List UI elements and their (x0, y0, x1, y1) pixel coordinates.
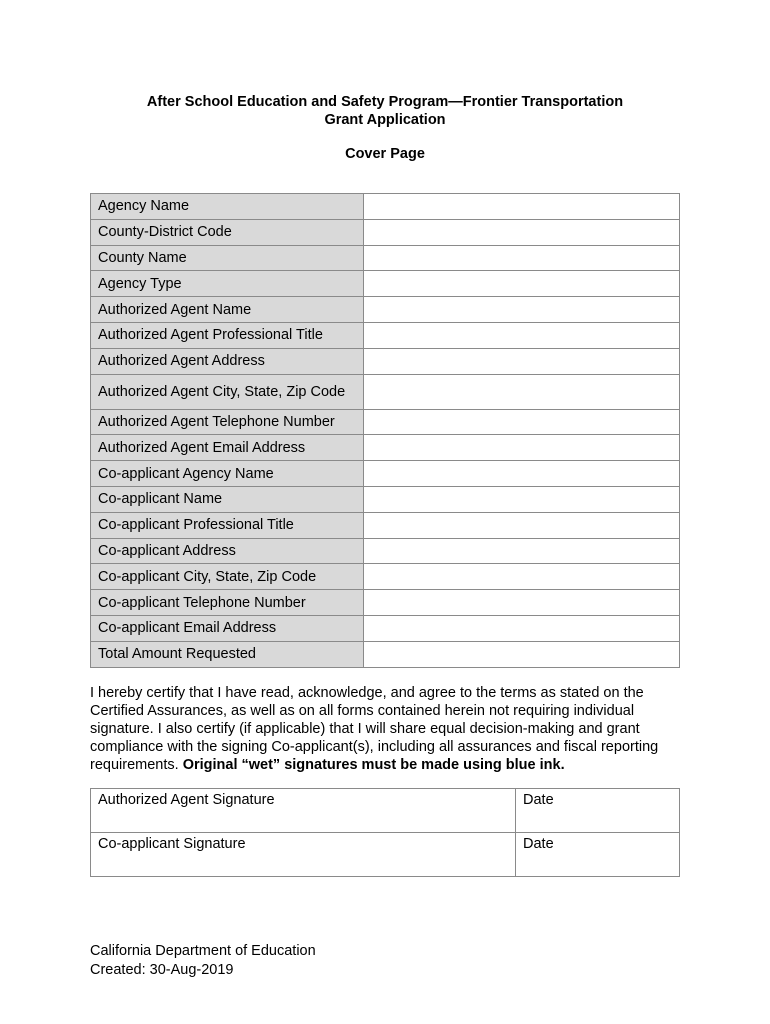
cover-page-heading: Cover Page (345, 146, 425, 162)
coapplicant-city-state-zip-field[interactable] (364, 564, 680, 590)
coapplicant-telephone-field[interactable] (364, 590, 680, 616)
field-label: Agency Type (91, 271, 364, 297)
form-row-county-district-code (91, 219, 680, 245)
agency-name-field[interactable] (364, 194, 680, 220)
form-row-authorized-agent-city-state-zip (91, 374, 680, 409)
date-label: Date (523, 836, 554, 852)
authorized-agent-telephone-field[interactable] (364, 409, 680, 435)
coapplicant-signature-field[interactable] (91, 833, 516, 877)
field-label: Co-applicant Address (91, 538, 364, 564)
coapplicant-agency-name-field[interactable] (364, 461, 680, 487)
field-label: Agency Name (91, 194, 364, 220)
coapplicant-email-field[interactable] (364, 615, 680, 641)
form-row-authorized-agent-title (91, 322, 680, 348)
field-label: Authorized Agent Address (91, 348, 364, 374)
total-amount-requested-field[interactable] (364, 641, 680, 667)
coapplicant-title-field[interactable] (364, 512, 680, 538)
field-label: County-District Code (91, 219, 364, 245)
footer-created-date: Created: 30-Aug-2019 (90, 962, 234, 978)
certification-ink-requirement: Original “wet” signatures must be made using blue ink. (182, 757, 565, 773)
coapplicant-name-field[interactable] (364, 486, 680, 512)
form-row-coapplicant-telephone (91, 590, 680, 616)
field-label: Co-applicant Professional Title (91, 512, 364, 538)
field-label: Authorized Agent Telephone Number (91, 409, 364, 435)
authorized-agent-signature-label: Authorized Agent Signature (98, 792, 275, 808)
form-row-agency-type (91, 271, 680, 297)
signature-row-authorized-agent (91, 789, 680, 833)
authorized-agent-city-state-zip-field[interactable] (364, 374, 680, 409)
form-row-coapplicant-city-state-zip (91, 564, 680, 590)
form-row-agency-name (91, 194, 680, 220)
field-label: Authorized Agent Name (91, 297, 364, 323)
form-row-coapplicant-email (91, 615, 680, 641)
form-row-authorized-agent-email (91, 435, 680, 461)
form-row-authorized-agent-name (91, 297, 680, 323)
date-label: Date (523, 792, 554, 808)
form-row-coapplicant-agency-name (91, 461, 680, 487)
coapplicant-address-field[interactable] (364, 538, 680, 564)
form-row-coapplicant-name (91, 486, 680, 512)
title-line-1: After School Education and Safety Program—Frontier Transportation (146, 94, 624, 110)
authorized-agent-title-field[interactable] (364, 322, 680, 348)
field-label: Authorized Agent City, State, Zip Code (91, 374, 364, 409)
field-label: Co-applicant Name (91, 486, 364, 512)
county-name-field[interactable] (364, 245, 680, 271)
signature-table (90, 788, 680, 877)
form-row-authorized-agent-address (91, 348, 680, 374)
footer-department: California Department of Education (90, 943, 316, 959)
cover-page-form-table (90, 193, 680, 668)
field-label: Co-applicant Telephone Number (91, 590, 364, 616)
document-title (0, 93, 770, 129)
authorized-agent-signature-field[interactable] (91, 789, 516, 833)
authorized-agent-name-field[interactable] (364, 297, 680, 323)
coapplicant-date-field[interactable] (516, 833, 680, 877)
field-label: Authorized Agent Professional Title (91, 322, 364, 348)
coapplicant-signature-label: Co-applicant Signature (98, 836, 246, 852)
certification-text: I hereby certify that I have read, acknowledge, and agree to the terms as stated on the Certified Assurances, as well as on all forms contained herein not requiring individual signature. I also certify (if applicable) that I will share equal decision-making and grant compliance with the signing Co-applicant(s), including all assurances and fiscal reporting requirements. (90, 685, 659, 773)
field-label: Total Amount Requested (91, 641, 364, 667)
field-label: Co-applicant Email Address (91, 615, 364, 641)
document-footer (90, 942, 316, 980)
form-row-coapplicant-title (91, 512, 680, 538)
form-row-coapplicant-address (91, 538, 680, 564)
form-row-county-name (91, 245, 680, 271)
signature-row-coapplicant (91, 833, 680, 877)
field-label: Co-applicant City, State, Zip Code (91, 564, 364, 590)
county-district-code-field[interactable] (364, 219, 680, 245)
authorized-agent-date-field[interactable] (516, 789, 680, 833)
field-label: Authorized Agent Email Address (91, 435, 364, 461)
form-row-authorized-agent-telephone (91, 409, 680, 435)
field-label: Co-applicant Agency Name (91, 461, 364, 487)
certification-statement (90, 684, 680, 774)
form-row-total-amount-requested (91, 641, 680, 667)
field-label: County Name (91, 245, 364, 271)
agency-type-field[interactable] (364, 271, 680, 297)
title-line-2: Grant Application (324, 112, 446, 128)
authorized-agent-address-field[interactable] (364, 348, 680, 374)
authorized-agent-email-field[interactable] (364, 435, 680, 461)
